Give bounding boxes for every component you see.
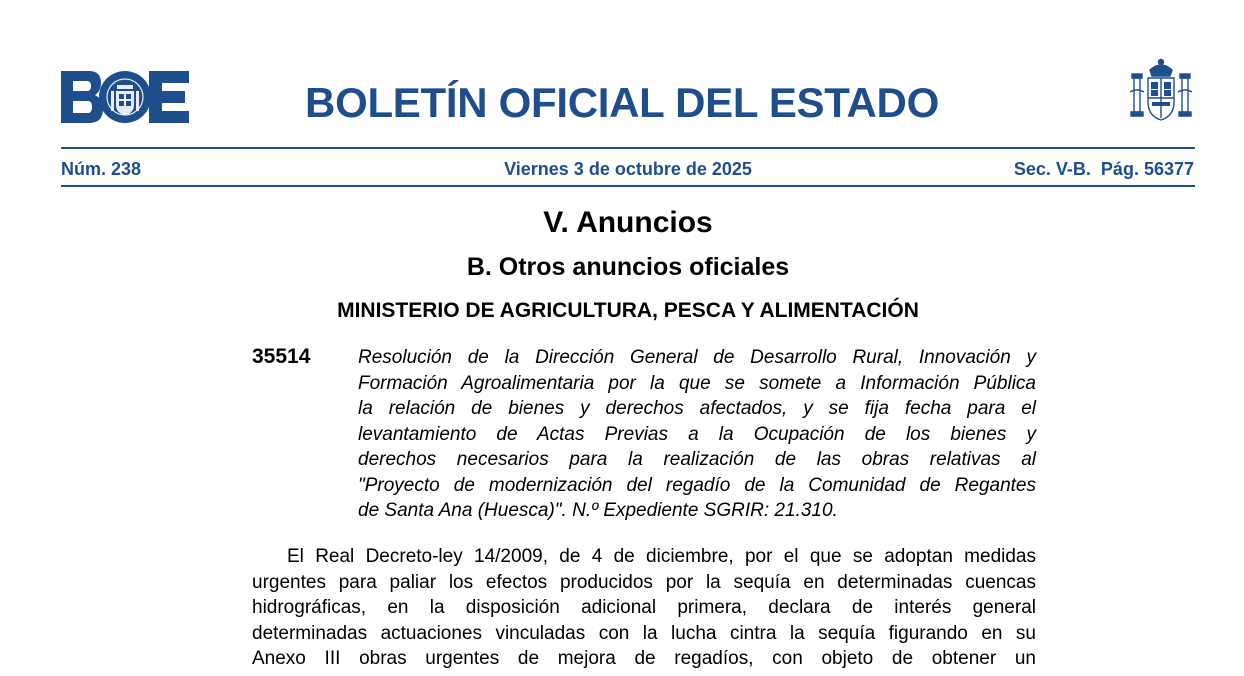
issue-number: Núm. 238 (61, 159, 142, 179)
announcement-title (358, 345, 1036, 524)
title-line: levantamiento de Actas Previas a la Ocupación de los bienes y (358, 423, 1036, 445)
issue-date: Viernes 3 de octubre de 2025 (504, 159, 752, 179)
body-line: determinadas actuaciones vinculadas con la lucha cintra la sequía figurando en su (252, 622, 1036, 644)
announcement-number: 35514 (252, 345, 311, 368)
title-line: derechos necesarios para la realización de las obras relativas al (358, 449, 1036, 470)
title-line: Formación Agroalimentaria por la que se somete a Información Pública (358, 372, 1036, 394)
title-line: la relación de bienes y derechos afectados, y se fija fecha para el (358, 398, 1036, 419)
body-line: Anexo III obras urgentes de mejora de regadíos, con objeto de obtener un (252, 648, 1036, 669)
body-line: urgentes para paliar los efectos producidos por la sequía en determinadas cuencas (252, 571, 1036, 593)
title-line: Resolución de la Dirección General de Desarrollo Rural, Innovación y (358, 347, 1036, 368)
ministry-heading: MINISTERIO DE AGRICULTURA, PESCA Y ALIMENTACIÓN (337, 299, 919, 322)
subsection-heading: B. Otros anuncios oficiales (466, 253, 790, 281)
header-rule-top (61, 147, 1195, 149)
coat-of-arms-icon (1130, 58, 1192, 124)
page-title: BOLETÍN OFICIAL DEL ESTADO (305, 79, 939, 126)
announcement-body (252, 544, 1036, 672)
section-heading: V. Anuncios (543, 206, 713, 239)
header-rule-bottom (61, 185, 1195, 187)
title-line: de Santa Ana (Huesca)". N.º Expediente SGRIR: 21.310. (358, 500, 838, 521)
body-line: El Real Decreto-ley 14/2009, de 4 de diciembre, por el que se adoptan medidas (287, 546, 1036, 567)
title-line: "Proyecto de modernización del regadío de la Comunidad de Regantes (358, 474, 1036, 496)
section-page: Sec. V-B. Pág. 56377 (1013, 159, 1194, 179)
body-line: hidrográficas, en la disposición adicional primera, declara de interés general (252, 597, 1036, 618)
